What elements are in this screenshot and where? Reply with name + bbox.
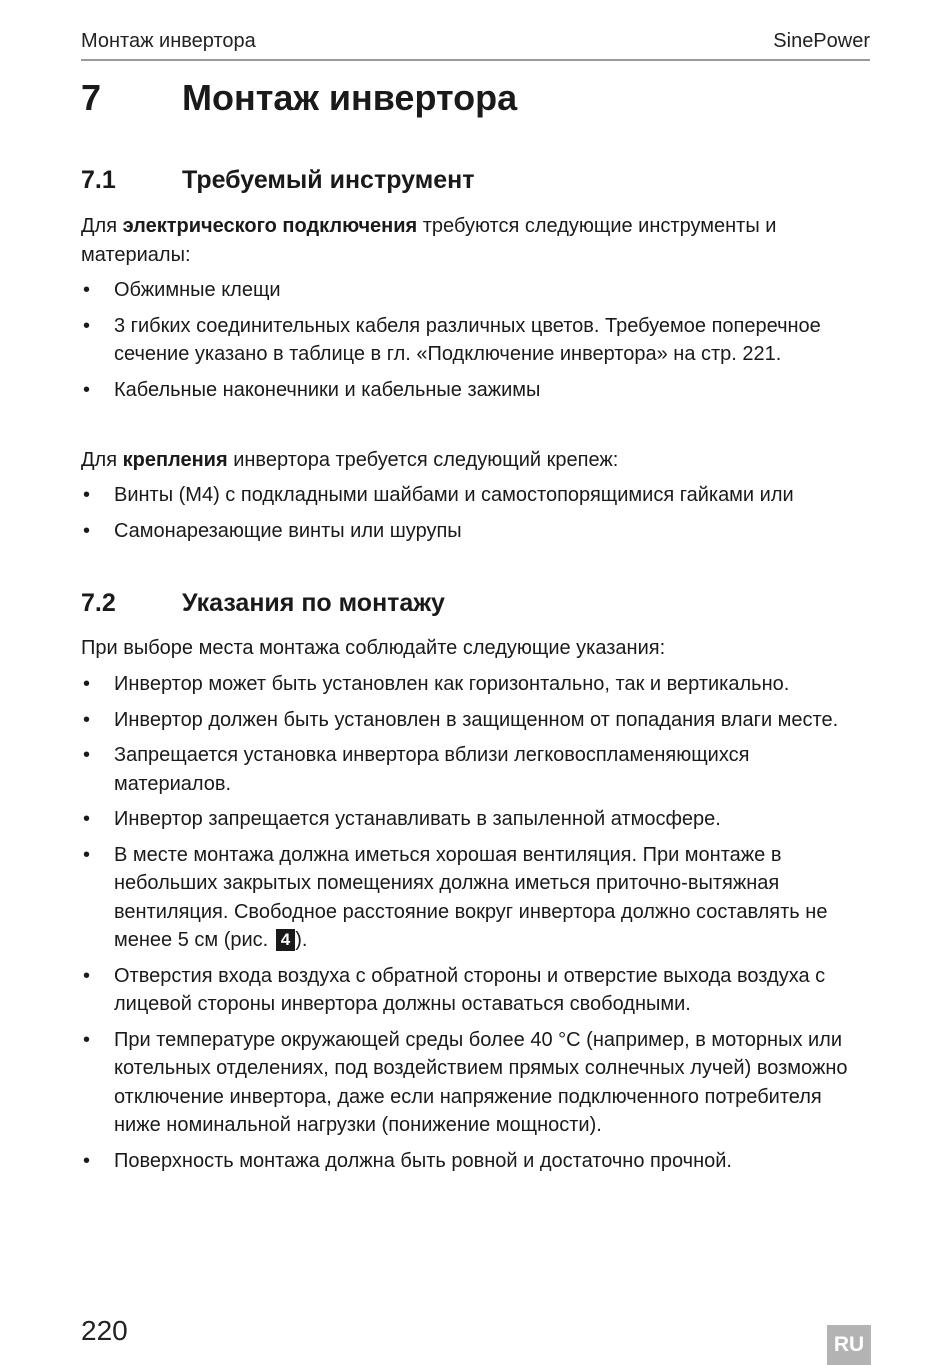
list-item <box>81 481 870 510</box>
bullet: • <box>83 1028 91 1051</box>
intro-text: Для <box>81 449 123 471</box>
list-item-text: ). <box>295 929 308 951</box>
bullet: • <box>83 314 91 337</box>
bullet: • <box>83 964 91 987</box>
bullet: • <box>83 808 91 830</box>
fastening-intro-paragraph <box>81 446 870 475</box>
list-item-text: Инвертор может быть установлен как горизонтально, так и вертикально. <box>114 673 790 695</box>
running-header-product: SinePower <box>773 30 870 52</box>
bullet: • <box>83 673 91 695</box>
section-title: Указания по монтажу <box>182 589 445 617</box>
list-item <box>81 706 870 735</box>
list-item <box>81 1147 870 1176</box>
list-item-text: Инвертор должен быть установлен в защищенном от попадания влаги месте. <box>114 708 839 731</box>
list-item-text: Обжимные клещи <box>114 279 281 301</box>
page-number: 220 <box>81 1315 128 1346</box>
intro-emphasis: электрического подключения <box>122 215 418 237</box>
bullet: • <box>83 843 91 866</box>
list-item <box>81 517 870 546</box>
chapter-number: 7 <box>81 77 102 118</box>
list-item <box>81 312 870 369</box>
installation-notes-list <box>81 670 870 1175</box>
bullet: • <box>83 484 91 506</box>
list-item-text: Отверстия входа воздуха с обратной стороны и отверстие выхода воздуха с лицевой стороны инвертора должны оставаться свободными. <box>114 964 826 1015</box>
list-item <box>81 1026 870 1140</box>
bullet: • <box>83 708 91 731</box>
list-item-text: Инвертор запрещается устанавливать в запыленной атмосфере. <box>114 808 721 830</box>
list-item <box>81 962 870 1019</box>
figure-reference-badge: 4 <box>276 929 295 951</box>
list-item <box>81 841 870 955</box>
section-title: Требуемый инструмент <box>182 166 475 194</box>
bullet: • <box>83 279 91 301</box>
intro-text: требуются следующие инструменты и материалы: <box>81 215 777 266</box>
list-item-text: Самонарезающие винты или шурупы <box>114 519 462 542</box>
header-divider <box>81 59 870 61</box>
intro-text: Для <box>81 215 123 237</box>
intro-text: инвертора требуется следующий крепеж: <box>227 449 619 471</box>
electrical-tools-list <box>81 276 870 404</box>
section-number: 7.2 <box>81 589 116 617</box>
electrical-intro-paragraph <box>81 212 870 269</box>
list-item-text: Поверхность монтажа должна быть ровной и достаточно прочной. <box>114 1149 732 1172</box>
list-item-text: Винты (M4) с подкладными шайбами и самостопорящимися гайками или <box>114 484 794 506</box>
list-item-text: Кабельные наконечники и кабельные зажимы <box>114 378 541 401</box>
section-number: 7.1 <box>81 166 116 194</box>
bullet: • <box>83 744 91 766</box>
list-item <box>81 741 870 798</box>
bullet: • <box>83 1149 91 1172</box>
list-item-text: Запрещается установка инвертора вблизи легковоспламеняющихся материалов. <box>114 744 750 795</box>
language-badge: RU <box>827 1325 871 1365</box>
list-item-text: В месте монтажа должна иметься хорошая вентиляция. При монтаже в небольших закрытых помещениях должна иметься приточно-вытяжная вентиляция. Свободное расстояние вокруг инвертора должно составлять не менее 5 см (рис. <box>114 843 828 951</box>
intro-emphasis: крепления <box>122 449 228 471</box>
list-item-text: При температуре окружающей среды более 40 °C (например, в моторных или котельных отделениях, под воздействием прямых солнечных лучей) возможно отключение инвертора, даже если напряжение подключенного потребителя ниже номинальной нагрузки (понижение мощности). <box>114 1028 848 1136</box>
chapter-title: Монтаж инвертора <box>182 77 518 118</box>
list-item-text: 3 гибких соединительных кабеля различных цветов. Требуемое поперечное сечение указано в таблице в гл. «Подключение инвертора» на стр. 221. <box>114 314 821 365</box>
list-item <box>81 376 870 405</box>
running-header-section: Монтаж инвертора <box>81 30 256 52</box>
bullet: • <box>83 519 91 542</box>
bullet: • <box>83 378 91 401</box>
list-item <box>81 276 870 305</box>
list-item <box>81 805 870 834</box>
list-item <box>81 670 870 699</box>
fastener-list <box>81 481 870 545</box>
installation-intro-paragraph: При выборе места монтажа соблюдайте следующие указания: <box>81 637 666 659</box>
